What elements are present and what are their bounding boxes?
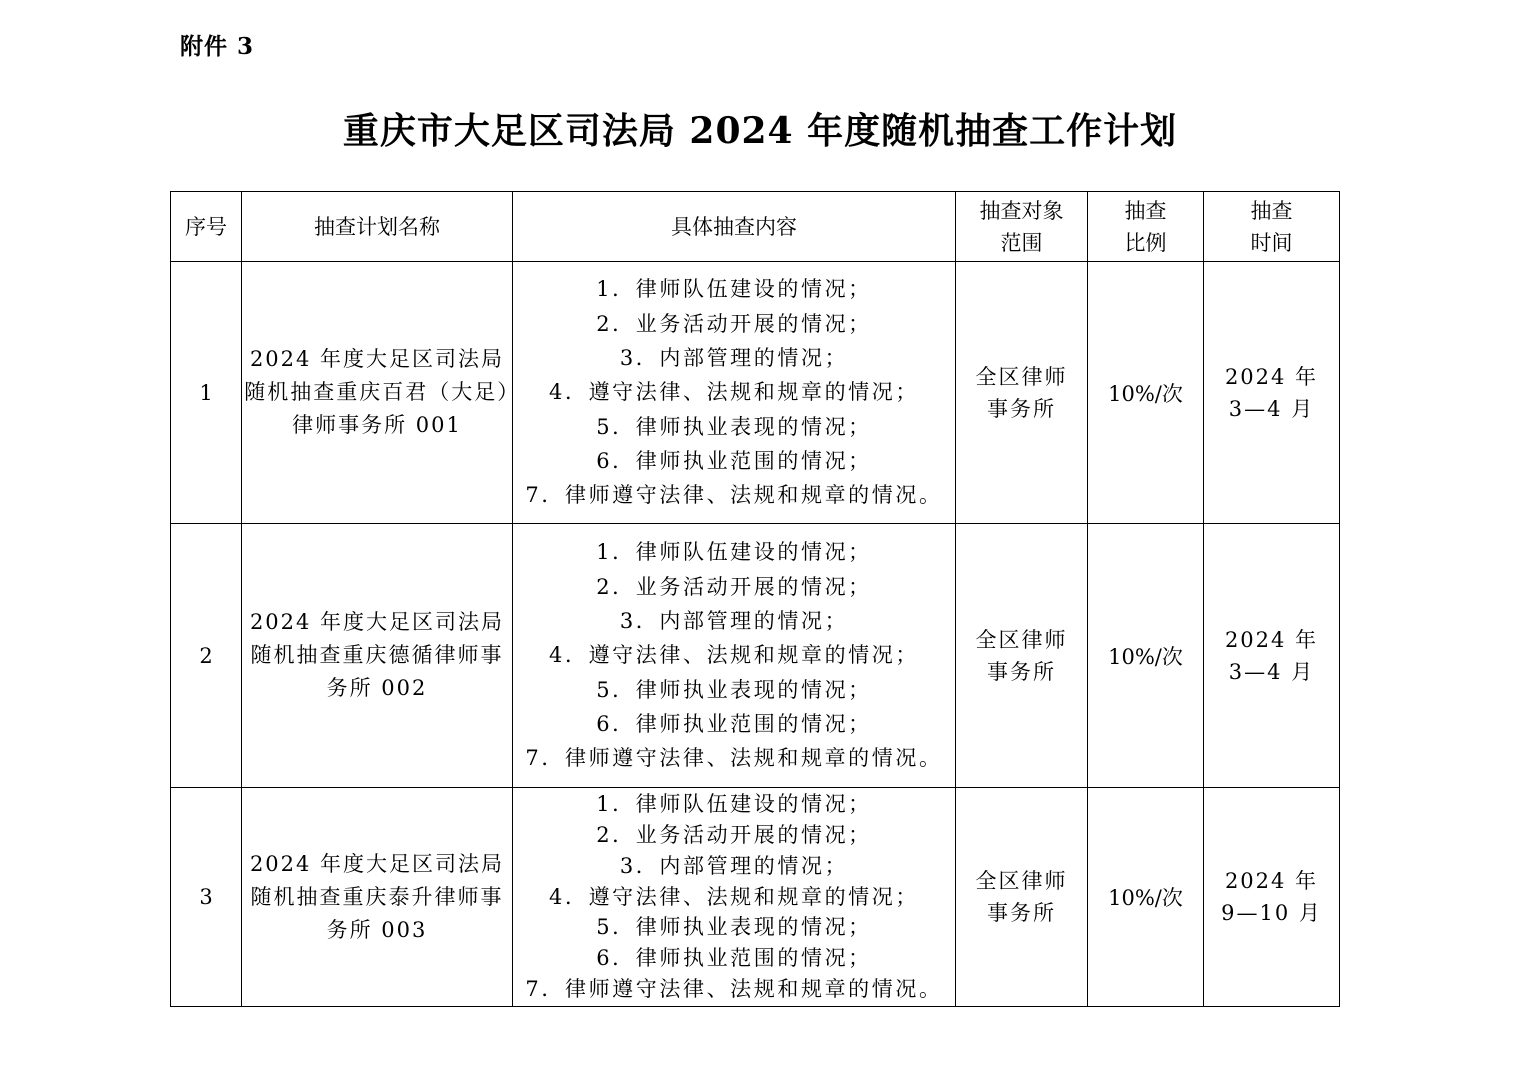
- scope-line2: 事务所: [987, 901, 1056, 925]
- table-header-row: [171, 192, 1340, 262]
- content-item: 1．律师队伍建设的情况；: [596, 540, 872, 565]
- time-line2: 3—4 月: [1228, 396, 1315, 421]
- scope-line1: 全区律师: [975, 627, 1068, 652]
- ratio-cell: 10%/次: [1088, 524, 1204, 788]
- row-index: 3: [171, 788, 242, 1007]
- header-scope-line1: 抽查对象: [979, 198, 1064, 223]
- content-item: 6．律师执业范围的情况；: [596, 448, 872, 473]
- header-index: 序号: [171, 192, 242, 262]
- content-cell: [513, 262, 956, 524]
- row-index: 1: [171, 262, 242, 524]
- content-item: 4．遵守法律、法规和规章的情况；: [549, 884, 919, 909]
- content-item: 2．业务活动开展的情况；: [596, 822, 872, 847]
- content-item: 4．遵守法律、法规和规章的情况；: [549, 380, 919, 405]
- attachment-label: 附件 3: [180, 33, 255, 60]
- table-row: [171, 262, 1340, 524]
- content-item: 5．律师执业表现的情况；: [596, 677, 872, 702]
- time-line1: 2024 年: [1224, 869, 1319, 893]
- header-ratio: [1088, 192, 1204, 262]
- content-item: 5．律师执业表现的情况；: [596, 915, 872, 940]
- content-item: 3．内部管理的情况；: [619, 609, 849, 634]
- plan-name-cell: 2024 年度大足区司法局随机抽查重庆百君（大足）律师事务所 001: [242, 262, 513, 524]
- header-content: 具体抽查内容: [513, 192, 956, 262]
- header-plan-name: 抽查计划名称: [242, 192, 513, 262]
- content-item: 2．业务活动开展的情况；: [596, 574, 872, 599]
- scope-line1: 全区律师: [975, 869, 1068, 893]
- scope-line2: 事务所: [987, 396, 1056, 421]
- content-item: 7．律师遵守法律、法规和规章的情况。: [525, 746, 943, 771]
- ratio-cell: 10%/次: [1088, 788, 1204, 1007]
- scope-cell: [956, 524, 1088, 788]
- time-line1: 2024 年: [1224, 627, 1319, 652]
- content-item: 6．律师执业范围的情况；: [596, 711, 872, 736]
- content-cell: [513, 524, 956, 788]
- content-cell: [513, 788, 956, 1007]
- scope-line2: 事务所: [987, 659, 1056, 684]
- content-item: 7．律师遵守法律、法规和规章的情况。: [525, 977, 943, 1002]
- time-line2: 3—4 月: [1228, 659, 1315, 684]
- content-item: 2．业务活动开展的情况；: [596, 311, 872, 336]
- plan-name-cell: 2024 年度大足区司法局随机抽查重庆德循律师事务所 002: [242, 524, 513, 788]
- document-title: 重庆市大足区司法局 2024 年度随机抽查工作计划: [342, 110, 1178, 152]
- content-item: 1．律师队伍建设的情况；: [596, 791, 872, 816]
- header-ratio-line1: 抽查: [1124, 198, 1167, 223]
- scope-cell: [956, 262, 1088, 524]
- row-index: 2: [171, 524, 242, 788]
- content-item: 5．律师执业表现的情况；: [596, 414, 872, 439]
- header-ratio-line2: 比例: [1124, 230, 1167, 255]
- content-item: 3．内部管理的情况；: [619, 853, 849, 878]
- header-time-line1: 抽查: [1250, 198, 1293, 223]
- ratio-cell: 10%/次: [1088, 262, 1204, 524]
- plan-name-cell: 2024 年度大足区司法局随机抽查重庆泰升律师事务所 003: [242, 788, 513, 1007]
- header-time-line2: 时间: [1250, 230, 1293, 255]
- header-scope: [956, 192, 1088, 262]
- time-cell: [1204, 262, 1340, 524]
- content-item: 6．律师执业范围的情况；: [596, 946, 872, 971]
- table-row: [171, 524, 1340, 788]
- content-item: 7．律师遵守法律、法规和规章的情况。: [525, 483, 943, 508]
- header-time: [1204, 192, 1340, 262]
- content-item: 4．遵守法律、法规和规章的情况；: [549, 643, 919, 668]
- time-line2: 9—10 月: [1221, 901, 1322, 925]
- scope-line1: 全区律师: [975, 364, 1068, 389]
- time-cell: [1204, 788, 1340, 1007]
- time-line1: 2024 年: [1224, 364, 1319, 389]
- content-item: 3．内部管理的情况；: [619, 346, 849, 371]
- table-row: [171, 788, 1340, 1007]
- time-cell: [1204, 524, 1340, 788]
- scope-cell: [956, 788, 1088, 1007]
- inspection-plan-table: [170, 191, 1340, 1007]
- content-item: 1．律师队伍建设的情况；: [596, 277, 872, 302]
- header-scope-line2: 范围: [1000, 230, 1043, 255]
